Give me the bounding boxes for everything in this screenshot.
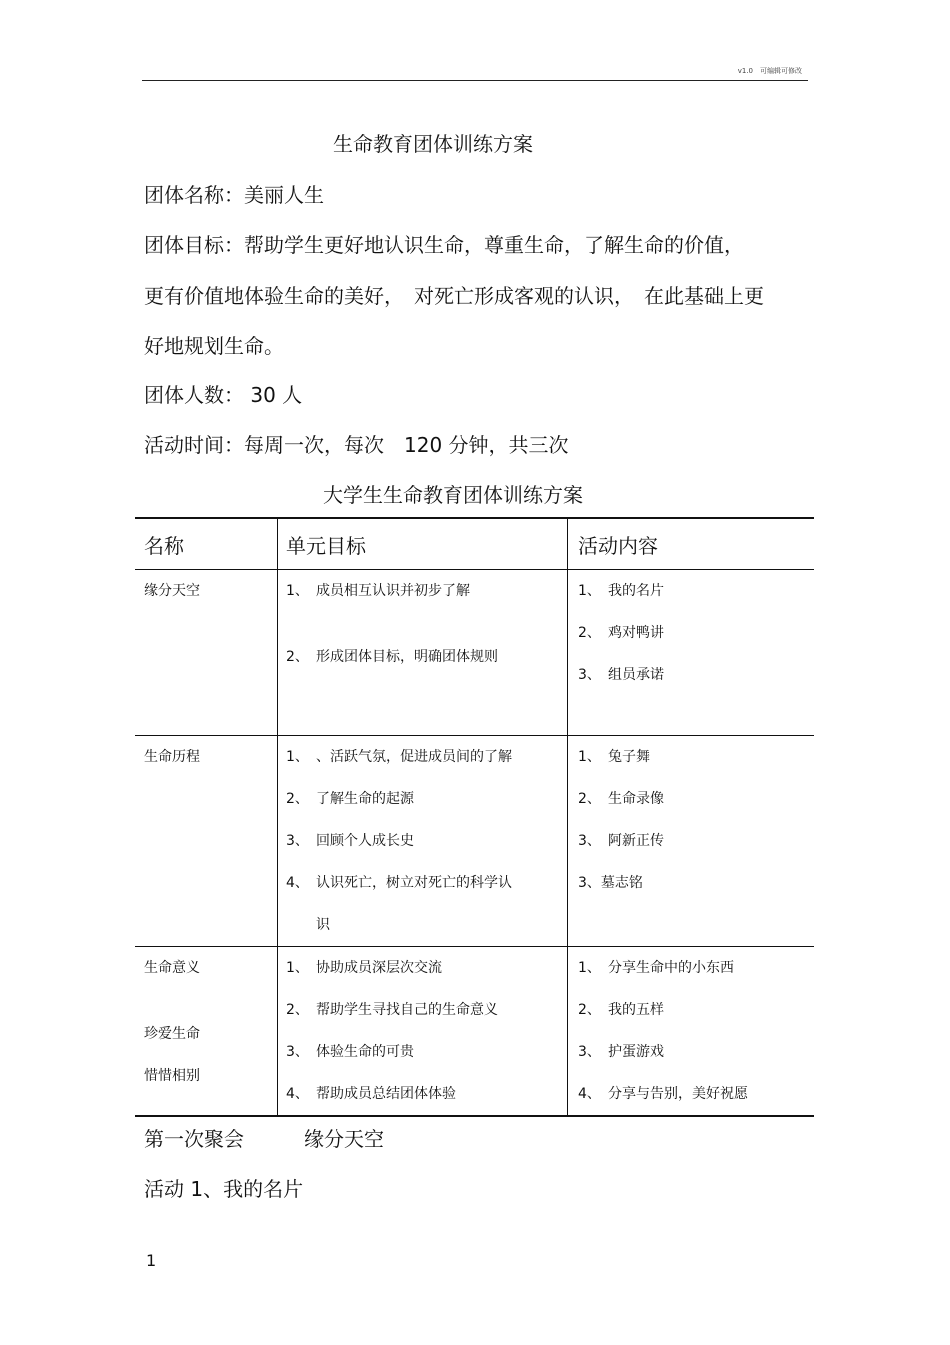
goal-item bbox=[286, 1073, 567, 1115]
version-label: v1.0 可编辑可修改 bbox=[737, 67, 802, 75]
goal-text: 了解生命的起源 bbox=[316, 791, 414, 807]
activity-item bbox=[578, 654, 814, 696]
goal-cell bbox=[278, 570, 568, 736]
unit-name: 惜惜相别 bbox=[144, 1068, 200, 1084]
activity-text: 3、墓志铭 bbox=[578, 875, 643, 891]
unit-name: 缘分天空 bbox=[144, 583, 200, 599]
activity-number: 4、 bbox=[578, 1086, 601, 1102]
activity-number: 2、 bbox=[578, 1002, 601, 1018]
goal-number: 1、 bbox=[286, 960, 309, 976]
goal-text: 回顾个人成长史 bbox=[316, 833, 414, 849]
goal-text: 成员相互认识并初步了解 bbox=[316, 583, 470, 599]
header-name: 名称 bbox=[135, 518, 278, 570]
goal-text: 识 bbox=[316, 917, 330, 933]
activity-text: 阿新正传 bbox=[608, 833, 664, 849]
goal-text: 形成团体目标，明确团体规则 bbox=[316, 649, 498, 665]
unit-name-spacer bbox=[144, 989, 277, 1013]
activity-text: 护蛋游戏 bbox=[608, 1044, 664, 1060]
goal-number: 1、 bbox=[286, 749, 309, 765]
table-row bbox=[135, 947, 814, 1117]
activity-number: 3、 bbox=[578, 833, 601, 849]
goal-item bbox=[286, 820, 567, 862]
goal-number: 3、 bbox=[286, 1044, 309, 1060]
table-row bbox=[135, 570, 814, 736]
activity-text: 我的五样 bbox=[608, 1002, 664, 1018]
goal-number: 4、 bbox=[286, 875, 309, 891]
name-cell bbox=[135, 570, 278, 736]
goal-item bbox=[286, 989, 567, 1031]
goal-text: 协助成员深层次交流 bbox=[316, 960, 442, 976]
header-goal: 单元目标 bbox=[278, 518, 568, 570]
page-number: 1 bbox=[146, 1251, 157, 1270]
goal-item bbox=[286, 947, 567, 989]
goal-item bbox=[286, 570, 567, 612]
activity-item bbox=[578, 612, 814, 654]
activity-text: 分享生命中的小东西 bbox=[608, 960, 734, 976]
activity-item bbox=[578, 820, 814, 862]
goal-item bbox=[286, 862, 567, 904]
goal-number: 4、 bbox=[286, 1086, 309, 1102]
group-goal-line-2: 更有价值地体验生命的美好， 对死亡形成客观的认识， 在此基础上更 bbox=[144, 284, 764, 308]
header-rule bbox=[142, 80, 808, 81]
goal-number: 2、 bbox=[286, 1002, 309, 1018]
activity-item bbox=[578, 862, 814, 904]
goal-text: 帮助成员总结团体体验 bbox=[316, 1086, 456, 1102]
goal-text: 体验生命的可贵 bbox=[316, 1044, 414, 1060]
goal-item bbox=[286, 904, 567, 946]
activity-item bbox=[578, 570, 814, 612]
goal-number: 1、 bbox=[286, 583, 309, 599]
activity-cell bbox=[568, 947, 815, 1117]
table-title: 大学生生命教育团体训练方案 bbox=[323, 483, 583, 507]
activity-text: 兔子舞 bbox=[608, 749, 650, 765]
activity-cell bbox=[568, 570, 815, 736]
session-heading: 第一次聚会 缘分天空 bbox=[144, 1127, 384, 1151]
group-goal-line-3: 好地规划生命。 bbox=[144, 334, 284, 358]
activity-number: 2、 bbox=[578, 791, 601, 807]
name-cell bbox=[135, 947, 278, 1117]
activity-text: 鸡对鸭讲 bbox=[608, 625, 664, 641]
goal-item bbox=[286, 736, 567, 778]
goal-number: 3、 bbox=[286, 833, 309, 849]
goal-number: 2、 bbox=[286, 649, 309, 665]
unit-name: 珍爱生命 bbox=[144, 1026, 200, 1042]
table-header-row bbox=[135, 518, 814, 570]
activity-item bbox=[578, 1073, 814, 1115]
activity-number: 1、 bbox=[578, 960, 601, 976]
group-members: 团体人数： 30 人 bbox=[144, 383, 303, 407]
activity-text: 生命录像 bbox=[608, 791, 664, 807]
activity-item bbox=[578, 989, 814, 1031]
goal-text: 帮助学生寻找自己的生命意义 bbox=[316, 1002, 498, 1018]
group-goal-line-1: 团体目标：帮助学生更好地认识生命，尊重生命，了解生命的价值， bbox=[144, 233, 744, 257]
document-title: 生命教育团体训练方案 bbox=[333, 132, 533, 156]
table-row bbox=[135, 736, 814, 947]
activity-number: 2、 bbox=[578, 625, 601, 641]
activity-number: 1、 bbox=[578, 583, 601, 599]
header-activity: 活动内容 bbox=[568, 518, 815, 570]
name-cell bbox=[135, 736, 278, 947]
activity-number: 3、 bbox=[578, 1044, 601, 1060]
activity-text: 分享与告别，美好祝愿 bbox=[608, 1086, 748, 1102]
goal-text: 认识死亡，树立对死亡的科学认 bbox=[316, 875, 512, 891]
unit-name: 生命意义 bbox=[144, 960, 200, 976]
activity-number: 3、 bbox=[578, 667, 601, 683]
plan-table bbox=[135, 517, 814, 1117]
goal-cell bbox=[278, 947, 568, 1117]
activity-text: 我的名片 bbox=[608, 583, 664, 599]
activity-cell bbox=[568, 736, 815, 947]
goal-number: 2、 bbox=[286, 791, 309, 807]
goal-item bbox=[286, 636, 567, 678]
group-name: 团体名称：美丽人生 bbox=[144, 183, 324, 207]
activity-item bbox=[578, 1031, 814, 1073]
goal-item bbox=[286, 778, 567, 820]
activity-item bbox=[578, 778, 814, 820]
goal-cell bbox=[278, 736, 568, 947]
activity-item bbox=[578, 736, 814, 778]
activity-heading: 活动 1、我的名片 bbox=[144, 1177, 304, 1201]
goal-spacer bbox=[286, 612, 567, 636]
goal-item bbox=[286, 1031, 567, 1073]
goal-text: 、活跃气氛，促进成员间的了解 bbox=[316, 749, 512, 765]
unit-name: 生命历程 bbox=[144, 749, 200, 765]
activity-number: 1、 bbox=[578, 749, 601, 765]
activity-text: 组员承诺 bbox=[608, 667, 664, 683]
activity-time: 活动时间：每周一次，每次 120 分钟，共三次 bbox=[144, 433, 569, 457]
activity-item bbox=[578, 947, 814, 989]
